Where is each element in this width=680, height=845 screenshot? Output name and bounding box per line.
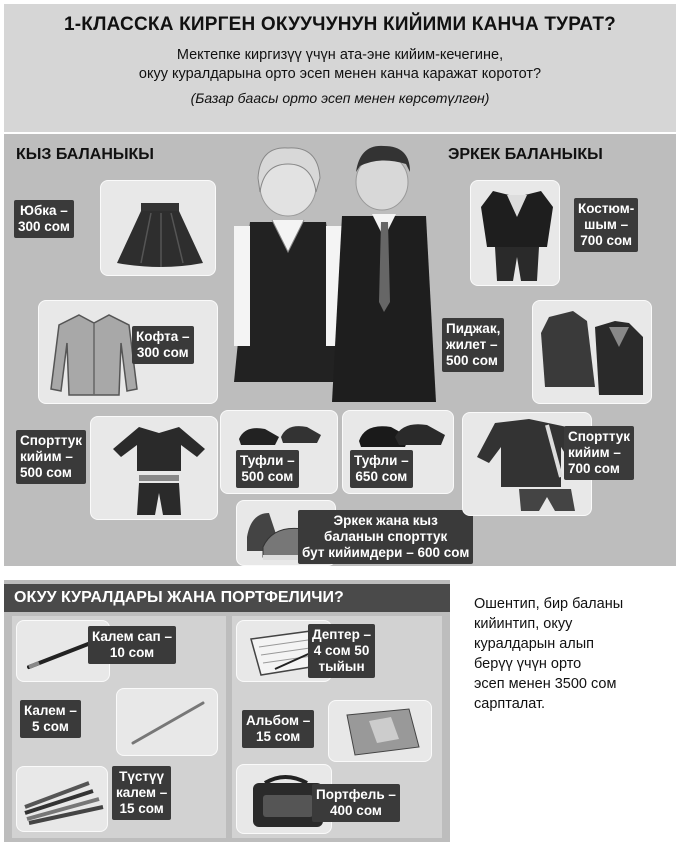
sneakers-label: Эркек жана кыз баланын спорттук бут кийимдери – 600 сом [298,510,473,564]
jacket-label: Пиджак, жилет – 500 сом [442,318,504,372]
price-note: (Базар баасы орто эсеп менен көрсөтүлгөн) [190,90,490,106]
jacket-icon [539,307,649,401]
album-label: Альбом – 15 сом [242,710,314,748]
subtitle-line-2: окуу куралдарына орто эсеп менен канча каражат коротот? [138,66,542,82]
album-card [328,700,432,762]
pencil-icon [127,699,207,747]
blouse-label: Кофта – 300 сом [132,326,194,364]
boy-heading: ЭРКЕК БАЛАНЫКЫ [448,146,603,163]
girl-sport-card [90,416,218,520]
color-pencils-card [16,766,108,832]
pen-label: Калем сап – 10 сом [88,626,176,664]
boy-shoes-label: Туфли – 650 сом [350,450,413,488]
album-icon [339,707,425,757]
suit-card [470,180,560,286]
tracksuit-icon [109,423,209,517]
skirt-icon [111,201,207,271]
conclusion-text: Ошентип, бир баланы кийинтип, окуу куралдарын алып берүү үчүн орто эсеп менен 3500 сом сарпталат. [474,596,624,712]
clothing-panel [4,134,676,566]
pencil-card [116,688,218,756]
header-panel [4,4,676,132]
jacket-card [532,300,652,404]
page-title: 1-КЛАССКА КИРГЕН ОКУУЧУНУН КИЙИМИ КАНЧА ТУРАТ? [63,14,616,35]
supplies-heading: ОКУУ КУРАЛДАРЫ ЖАНА ПОРТФЕЛИЧИ? [4,584,450,612]
girl-sport-label: Спорттук кийим – 500 сом [16,430,86,484]
skirt-label: Юбка – 300 сом [14,200,74,238]
color-pencils-icon [23,777,105,825]
children-photo-icon [230,142,448,442]
girl-shoes-label: Туфли – 500 сом [236,450,299,488]
suit-icon [477,187,557,283]
supplies-panel [4,580,450,842]
backpack-label: Портфель – 400 сом [312,784,400,822]
girl-heading: КЫЗ БАЛАНЫКЫ [16,146,154,163]
suit-label: Костюм- шым – 700 сом [574,198,638,252]
color-pencils-label: Түстүү калем – 15 сом [112,766,171,820]
boy-shoes-icon [357,415,447,451]
subtitle-line-1: Мектепке киргизүү үчүн ата-эне кийим-кечегине, [176,47,504,63]
boy-sport-label: Спорттук кийим – 700 сом [564,426,634,480]
skirt-card [100,180,216,276]
pencil-label: Калем – 5 сом [20,700,81,738]
girl-shoes-icon [235,415,325,449]
blouse-icon [49,309,139,399]
supplies-right-column [232,616,442,838]
notebook-label: Дептер – 4 сом 50 тыйын [308,624,375,678]
supplies-left-column [12,616,226,838]
subtitle [4,46,676,84]
